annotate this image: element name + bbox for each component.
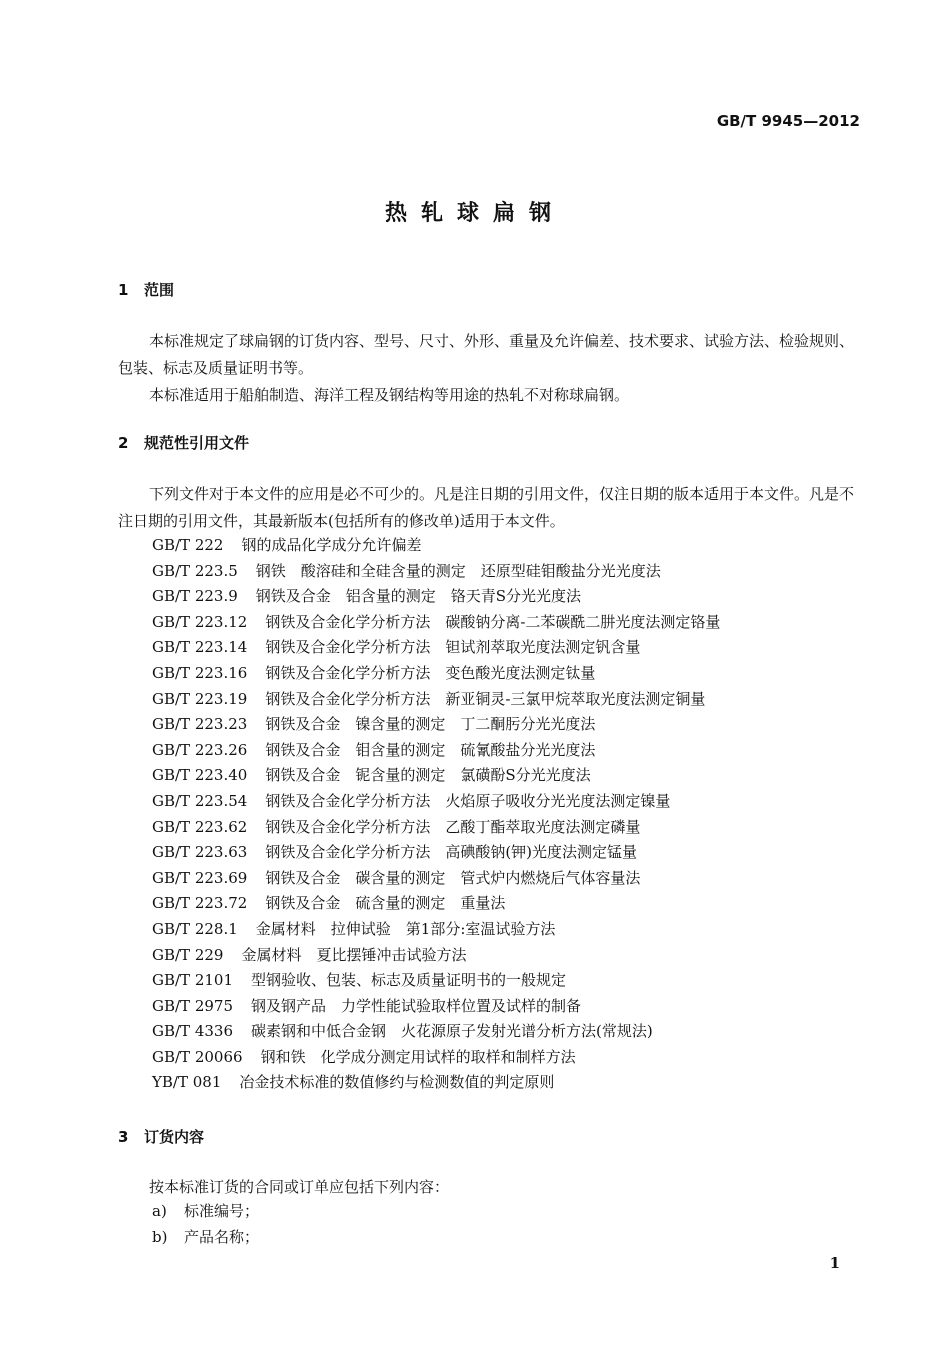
reference-code: GB/T 223.40 [152, 766, 248, 785]
reference-item [152, 1019, 720, 1045]
document-title: 热轧球扁钢 [384, 201, 565, 226]
reference-title: 碳素钢和中低合金钢 火花源原子发射光谱分析方法(常规法) [251, 1022, 653, 1041]
reference-code: GB/T 223.14 [152, 638, 248, 657]
reference-code: GB/T 223.72 [152, 894, 248, 913]
list-item [152, 1224, 259, 1250]
reference-item [152, 815, 720, 841]
reference-item [152, 1045, 720, 1071]
reference-title: 钢及钢产品 力学性能试验取样位置及试样的制备 [251, 996, 582, 1015]
reference-title: 钢铁及合金 镍含量的测定 丁二酮肟分光光度法 [265, 715, 596, 734]
reference-title: 钢铁及合金 钼含量的测定 硫氰酸盐分光光度法 [265, 740, 596, 759]
reference-code: GB/T 4336 [152, 1022, 234, 1041]
reference-title: 金属材料 拉伸试验 第1部分:室温试验方法 [255, 919, 556, 938]
reference-code: GB/T 223.9 [152, 587, 238, 606]
reference-item [152, 533, 720, 559]
reference-item [152, 968, 720, 994]
reference-code: GB/T 229 [152, 945, 224, 964]
reference-title: 钢铁及合金化学分析方法 新亚铜灵-三氯甲烷萃取光度法测定铜量 [265, 689, 706, 708]
reference-item [152, 917, 720, 943]
paragraph: 本标准规定了球扁钢的订货内容、型号、尺寸、外形、重量及允许偏差、技术要求、试验方法、检验规则、包装、标志及质量证明书等。 [118, 332, 855, 377]
section-number: 3 [118, 1128, 129, 1146]
reference-item [152, 712, 720, 738]
reference-title: 钢的成品化学成分允许偏差 [241, 536, 422, 554]
reference-code: GB/T 223.16 [152, 663, 248, 682]
reference-title: 钢铁及合金化学分析方法 碳酸钠分离-二苯碳酰二肼光度法测定铬量 [265, 612, 721, 631]
reference-title: 钢铁及合金 硫含量的测定 重量法 [265, 894, 506, 913]
reference-item [152, 687, 720, 713]
reference-code: GB/T 223.19 [152, 689, 248, 708]
section-number: 2 [118, 434, 129, 452]
reference-code: GB/T 222 [152, 536, 224, 554]
reference-code: GB/T 223.69 [152, 868, 248, 887]
reference-title: 钢和铁 化学成分测定用试样的取样和制样方法 [260, 1047, 576, 1066]
reference-title: 钢铁及合金 铝含量的测定 铬天青S分光光度法 [255, 587, 582, 606]
section-3-intro [118, 1174, 860, 1201]
reference-item [152, 635, 720, 661]
reference-item [152, 891, 720, 917]
reference-title: 钢铁及合金化学分析方法 火焰原子吸收分光光度法测定镍量 [265, 791, 671, 810]
reference-code: GB/T 2975 [152, 996, 234, 1015]
reference-title: 钢铁及合金化学分析方法 乙酸丁酯萃取光度法测定磷量 [265, 817, 641, 836]
list-text: 标准编号； [184, 1202, 260, 1220]
section-3-heading [118, 1126, 204, 1147]
reference-code: YB/T 081 [152, 1073, 222, 1092]
reference-item [152, 789, 720, 815]
reference-title: 钢铁及合金化学分析方法 变色酸光度法测定钛量 [265, 663, 596, 682]
paragraph: 本标准适用于船舶制造、海洋工程及钢结构等用途的热轧不对称球扁钢。 [149, 386, 630, 404]
reference-title: 钢铁及合金化学分析方法 钽试剂萃取光度法测定钒含量 [265, 638, 641, 657]
reference-code: GB/T 223.62 [152, 817, 248, 836]
reference-item [152, 738, 720, 764]
reference-item [152, 610, 720, 636]
section-1-body [118, 328, 860, 409]
paragraph: 下列文件对于本文件的应用是必不可少的。凡是注日期的引用文件，仅注日期的版本适用于本文件。凡是不注日期的引用文件，其最新版本(包括所有的修改单)适用于本文件。 [118, 485, 855, 530]
reference-item [152, 840, 720, 866]
reference-code: GB/T 223.5 [152, 561, 238, 580]
reference-list [152, 533, 720, 1096]
reference-code: GB/T 223.23 [152, 715, 248, 734]
section-number: 1 [118, 281, 129, 299]
reference-code: GB/T 20066 [152, 1047, 243, 1066]
reference-title: 金属材料 夏比摆锤冲击试验方法 [241, 945, 467, 964]
order-content-list [152, 1198, 259, 1250]
section-1-heading [118, 279, 174, 300]
reference-code: GB/T 228.1 [152, 919, 238, 938]
section-title: 规范性引用文件 [144, 434, 250, 452]
reference-code: GB/T 223.54 [152, 791, 248, 810]
reference-title: 钢铁及合金化学分析方法 高碘酸钠(钾)光度法测定锰量 [265, 843, 638, 862]
section-title: 范围 [144, 281, 175, 299]
reference-title: 型钢验收、包装、标志及质量证明书的一般规定 [251, 971, 567, 990]
reference-item [152, 763, 720, 789]
reference-title: 钢铁及合金 铌含量的测定 氯磺酚S分光光度法 [265, 766, 591, 785]
reference-code: GB/T 2101 [152, 971, 234, 990]
reference-title: 钢铁 酸溶硅和全硅含量的测定 还原型硅钼酸盐分光光度法 [255, 561, 661, 580]
reference-title: 钢铁及合金 碳含量的测定 管式炉内燃烧后气体容量法 [265, 868, 641, 887]
reference-title: 冶金技术标准的数值修约与检测数值的判定原则 [239, 1073, 555, 1092]
reference-code: GB/T 223.12 [152, 612, 248, 631]
reference-item [152, 584, 720, 610]
section-2-intro [118, 481, 860, 535]
reference-code: GB/T 223.26 [152, 740, 248, 759]
section-2-heading [118, 432, 249, 453]
reference-item [152, 994, 720, 1020]
section-title: 订货内容 [144, 1128, 205, 1146]
list-marker: b) [152, 1228, 168, 1246]
standard-code: GB/T 9945—2012 [716, 112, 860, 130]
paragraph: 按本标准订货的合同或订单应包括下列内容： [149, 1178, 450, 1196]
list-item [152, 1198, 259, 1224]
list-marker: a) [152, 1202, 167, 1220]
reference-code: GB/T 223.63 [152, 843, 248, 862]
reference-item [152, 661, 720, 687]
reference-item [152, 866, 720, 892]
reference-item [152, 1070, 720, 1096]
reference-item [152, 559, 720, 585]
page-number: 1 [829, 1254, 840, 1272]
list-text: 产品名称； [184, 1228, 260, 1246]
reference-item [152, 943, 720, 969]
